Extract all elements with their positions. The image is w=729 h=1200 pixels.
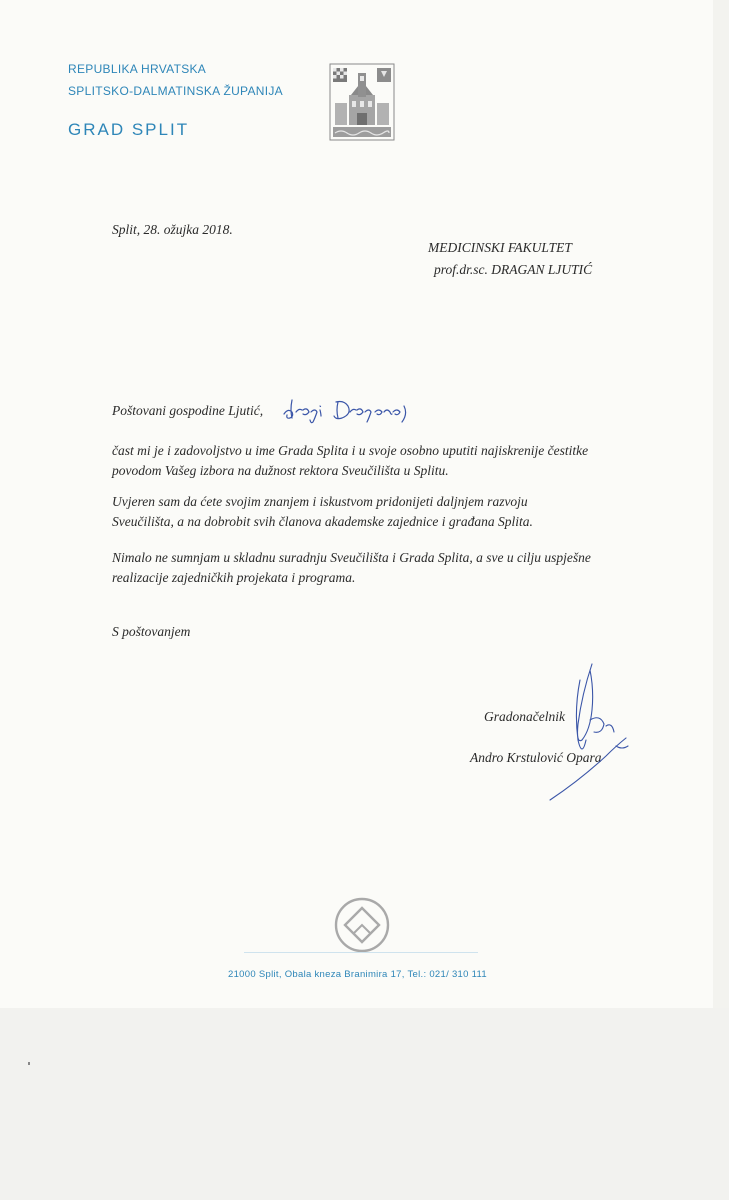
coat-of-arms-icon [329,63,395,141]
footer-address: 21000 Split, Obala kneza Branimira 17, Tel.: 021/ 310 111 [228,969,487,980]
closing: S poštovanjem [112,624,191,639]
paragraph-congratulations: čast mi je i zadovoljstvo u ime Grada Splita i u svoje osobno uputiti najiskrenije čestitke povodom Vašeg izbora na dužnost rektora Sveučilišta u Splitu. [112,443,589,478]
paper-speck [28,1062,30,1065]
recipient-institution: MEDICINSKI FAKULTET [428,240,572,255]
letter-date: Split, 28. ožujka 2018. [112,222,233,237]
letterhead-city: GRAD SPLIT [68,120,190,139]
handwritten-signature [530,660,640,810]
signer-name: Andro Krstulović Opara [470,750,602,765]
recipient-name: prof.dr.sc. DRAGAN LJUTIĆ [434,262,593,277]
paragraph-conviction: Uvjeren sam da ćete svojim znanjem i iskustvom pridonijeti daljnjem razvoju Sveučilišta, a na dobrobit svih članova akademske zajednice i građana Splita. [112,494,533,529]
paragraph-cooperation: Nimalo ne sumnjam u skladnu suradnju Sveučilišta i Grada Splita, a sve u cilju uspješne realizacije zajedničkih projekata i programa. [112,550,591,585]
letterhead-country: REPUBLIKA HRVATSKA [68,62,207,76]
page-bottom-area [0,1008,729,1200]
signer-role: Gradonačelnik [484,709,565,724]
paper-edge [713,0,729,1008]
letterhead-county: SPLITSKO-DALMATINSKA ŽUPANIJA [68,84,283,98]
heritage-logo-icon [333,896,391,954]
handwritten-note [280,392,416,426]
salutation: Poštovani gospodine Ljutić, [112,403,264,418]
footer-divider [244,952,478,953]
